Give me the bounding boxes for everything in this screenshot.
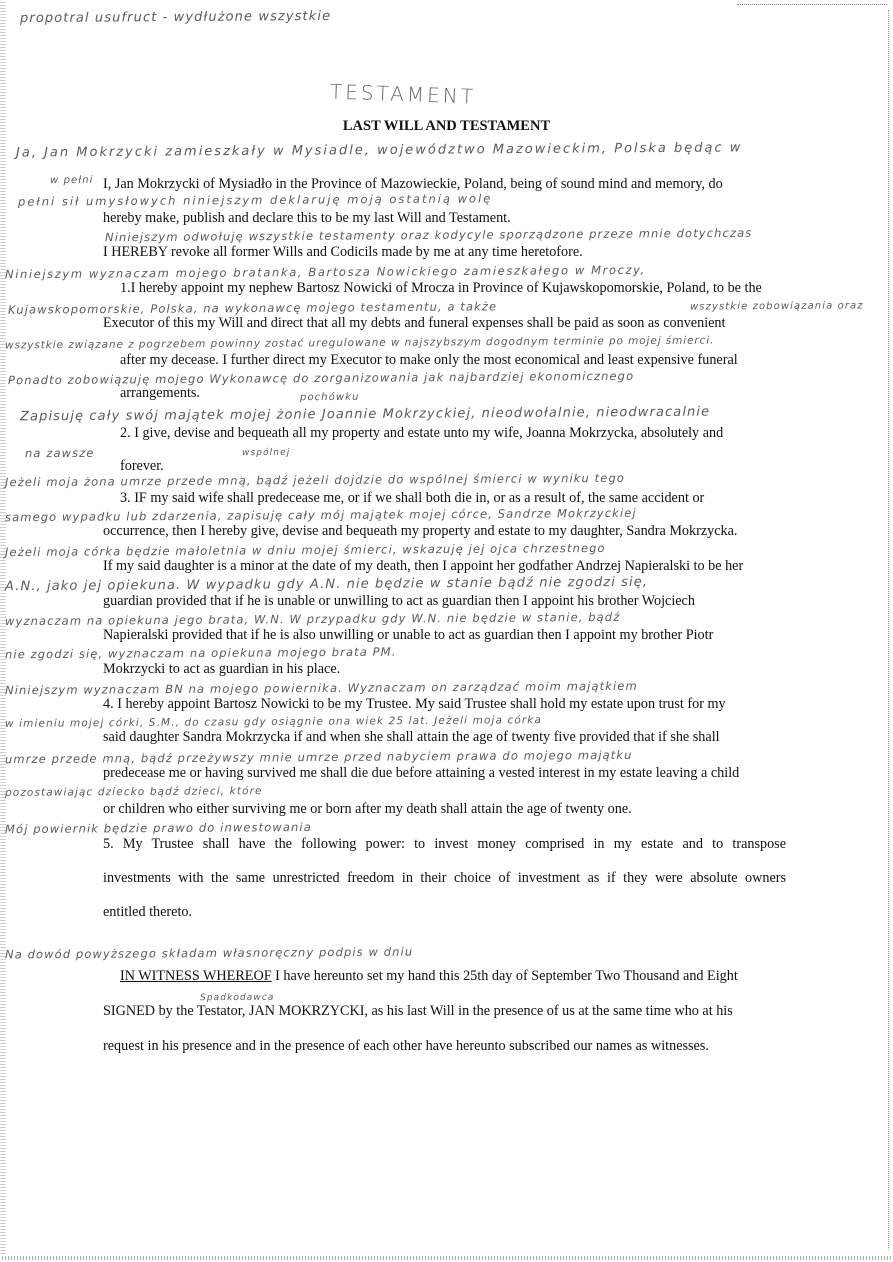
handwritten-note: propotral usufruct - wydłużone wszystkie (19, 8, 332, 27)
printed-line: said daughter Sandra Mokrzycka if and when she shall attain the age of twenty five provided that if she shall (103, 729, 720, 745)
handwritten-translation: Kujawskopomorskie, Polska, na wykonawcę mojego testamentu, a także (7, 299, 498, 317)
handwritten-translation: Ja, Jan Mokrzycki zamieszkały w Mysiadle, województwo Mazowieckim, Polska będąc w (15, 140, 743, 161)
handwritten-translation: Niniejszym wyznaczam BN na mojego powiernika. Wyznaczam on zarządzać moim majątkiem (4, 678, 638, 698)
witness-text: I have hereunto set my hand this 25th day of September Two Thousand and Eight (271, 968, 738, 984)
printed-line: SIGNED by the Testator, JAN MOKRZYCKI, as his last Will in the presence of us at the same time who at his (103, 1003, 733, 1019)
printed-line: 1.I hereby appoint my nephew Bartosz Nowicki of Mrocza in Province of Kujawskopomorskie, Poland, to be the (120, 280, 762, 296)
handwritten-translation: pełni sił umysłowych niniejszym deklaruję moją ostatnią wolę (17, 191, 493, 209)
printed-line: 5. My Trustee shall have the following power: to invest money comprised in my estate and to transpose (103, 836, 786, 852)
handwritten-translation: umrze przede mną, bądź przeżywszy mnie umrze przed nabyciem prawa do mojego majątku (4, 747, 633, 767)
handwritten-translation: Niniejszym wyznaczam mojego bratanka, Bartosza Nowickiego zamieszkałego w Mroczy, (4, 262, 646, 282)
scan-edge-left (0, 0, 6, 1262)
handwritten-translation: wyznaczam na opiekuna jego brata, W.N. W przypadku gdy W.N. nie będzie w stanie, bądź (4, 609, 621, 629)
printed-line: arrangements. (120, 385, 200, 401)
printed-line: 2. I give, devise and bequeath all my property and estate unto my wife, Joanna Mokrzycka, absolutely and (120, 425, 724, 441)
scan-edge-top (737, 4, 887, 5)
printed-line: Executor of this my Will and direct that all my debts and funeral expenses shall be paid as soon as convenient (103, 315, 726, 331)
printed-line: after my decease. I further direct my Executor to make only the most economical and least expensive funeral (120, 352, 738, 368)
printed-line: If my said daughter is a minor at the date of my death, then I appoint her godfather Andrzej Napieralski to be her (103, 558, 744, 574)
handwritten-translation: A.N., jako jej opiekuna. W wypadku gdy A.N. nie będzie w stanie bądź nie zgodzi się, (4, 574, 649, 595)
handwritten-translation: samego wypadku lub zdarzenia, zapisuję cały mój majątek mojej córce, Sandrze Mokrzyckiej (4, 505, 637, 525)
printed-line: entitled thereto. (103, 904, 193, 920)
handwritten-translation: Mój powiernik będzie prawo do inwestowania (4, 819, 312, 837)
printed-line: or children who either surviving me or born after my death shall attain the age of twenty one. (103, 801, 632, 817)
handwritten-translation: Jeżeli moja córka będzie małoletnia w dniu mojej śmierci, wskazuję jej ojca chrzestnego (4, 540, 606, 560)
printed-line: occurrence, then I hereby give, devise and bequeath my property and estate to my daughter, Sandra Mokrzycka. (103, 523, 738, 539)
handwritten-title: TESTAMENT (329, 79, 477, 109)
printed-line: request in his presence and in the presence of each other have hereunto subscribed our names as witnesses. (103, 1038, 709, 1054)
printed-line: I HEREBY revoke all former Wills and Codicils made by me at any time heretofore. (103, 244, 583, 260)
scan-edge-right (887, 10, 889, 1250)
witness-heading: IN WITNESS WHEREOF (120, 968, 272, 984)
printed-line: Mokrzycki to act as guardian in his place. (103, 661, 341, 677)
printed-line: Napieralski provided that if he is also unwilling or unable to act as guardian then I appoint my brother Piotr (103, 627, 714, 643)
handwritten-translation: pochówku (299, 391, 360, 404)
handwritten-translation: Ponadto zobowiązuję mojego Wykonawcę do zorganizowania jak najbardziej ekonomicznego (7, 368, 635, 388)
printed-line: guardian provided that if he is unable or unwilling to act as guardian then I appoint his brother Wojciech (103, 593, 695, 609)
handwritten-translation: pozostawiając dziecko bądź dzieci, które (4, 785, 263, 799)
printed-line: 4. I hereby appoint Bartosz Nowicki to be my Trustee. My said Trustee shall hold my estate upon trust for my (103, 696, 726, 712)
scan-edge-bottom (0, 1256, 893, 1260)
printed-line: forever. (120, 458, 164, 474)
handwritten-translation: wszystkie zobowiązania oraz (689, 300, 864, 313)
witness-clause (120, 968, 738, 984)
handwritten-translation: w imieniu mojej córki, S.M., do czasu gdy osiągnie ona wiek 25 lat. Jeżeli moja córka (4, 714, 543, 730)
handwritten-translation: wspólnej (241, 447, 291, 459)
handwritten-translation: Jeżeli moja żona umrze przede mną, bądź jeżeli dojdzie do wspólnej śmierci w wyniku tego (4, 470, 626, 490)
handwritten-translation: Zapisuję cały swój majątek mojej żonie Joannie Mokrzyckiej, nieodwołalnie, nieodwracalnie (19, 404, 711, 425)
handwritten-translation: nie zgodzi się, wyznaczam na opiekuna mojego brata PM. (4, 644, 397, 662)
handwritten-translation: Spadkodawca (199, 992, 275, 1004)
handwritten-translation: Na dowód powyższego składam własnoręczny podpis w dniu (4, 944, 414, 962)
handwritten-translation: Niniejszym odwołuję wszystkie testamenty oraz kodycyle sporządzone przeze mnie dotychczas (104, 225, 753, 245)
printed-line: 3. IF my said wife shall predecease me, or if we shall both die in, or as a result of, the same accident or (120, 490, 705, 506)
handwritten-translation: w pełni (49, 174, 94, 187)
printed-line: I, Jan Mokrzycki of Mysiadło in the Province of Mazowieckie, Poland, being of sound mind and memory, do (103, 176, 723, 192)
handwritten-translation: wszystkie związane z pogrzebem powinny zostać uregulowane w najszybszym dogodnym terminie po mojej śmierci. (4, 334, 715, 352)
printed-line: predecease me or having survived me shall die due before attaining a vested interest in my estate leaving a child (103, 765, 740, 781)
handwritten-translation: na zawsze (24, 445, 95, 461)
printed-line: investments with the same unrestricted freedom in their choice of investment as if they were absolute owners (103, 870, 786, 886)
printed-line: hereby make, publish and declare this to be my last Will and Testament. (103, 210, 511, 226)
document-title: LAST WILL AND TESTAMENT (342, 118, 551, 134)
